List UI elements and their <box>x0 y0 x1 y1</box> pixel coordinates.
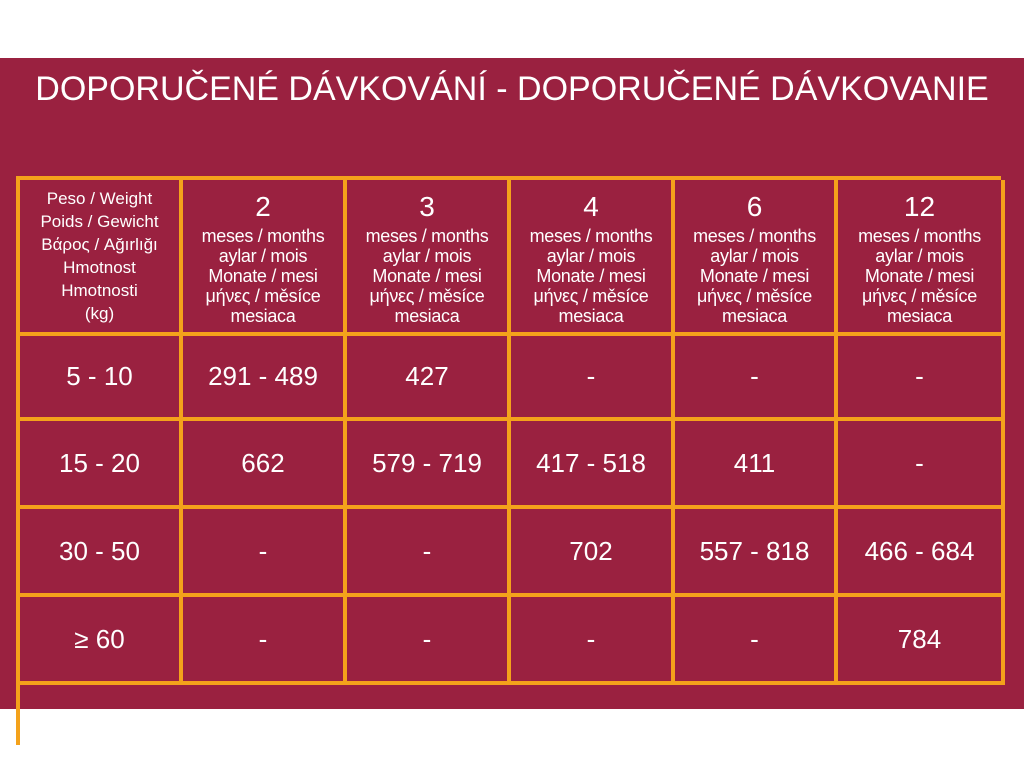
weight-header-line: Hmotnost <box>63 258 136 277</box>
dose-cell: - <box>183 509 347 597</box>
age-value: 3 <box>419 191 435 222</box>
page-title: DOPORUČENÉ DÁVKOVÁNÍ - DOPORUČENÉ DÁVKOVANIE <box>35 70 989 108</box>
dose-cell: - <box>511 597 675 685</box>
dose-cell: - <box>838 336 1005 421</box>
age-header-cell <box>838 180 1005 336</box>
age-unit: meses / months aylar / mois Monate / mesi μήνες / měsíce mesiaca <box>858 226 981 326</box>
age-value: 12 <box>903 191 936 222</box>
dose-cell: 579 - 719 <box>347 421 511 509</box>
dose-cell: 557 - 818 <box>675 509 838 597</box>
age-unit: meses / months aylar / mois Monate / mesi μήνες / měsíce mesiaca <box>201 226 325 326</box>
dose-cell: - <box>838 421 1005 509</box>
age-header-cell <box>511 180 675 336</box>
dose-cell: 784 <box>838 597 1005 685</box>
dose-cell: - <box>347 597 511 685</box>
weight-cell: 30 - 50 <box>20 509 183 597</box>
age-unit: meses / months aylar / mois Monate / mesi μήνες / měsíce mesiaca <box>365 226 489 326</box>
dose-cell: - <box>183 597 347 685</box>
weight-header-line: Hmotnosti <box>61 281 138 300</box>
age-value: 2 <box>255 191 271 222</box>
weight-header-line: (kg) <box>84 304 115 323</box>
dosage-panel <box>0 58 1024 709</box>
weight-header-line: Βάρος / Ağırlığı <box>41 235 158 254</box>
age-unit: meses / months aylar / mois Monate / mesi μήνες / měsíce mesiaca <box>693 226 816 326</box>
dose-cell: 417 - 518 <box>511 421 675 509</box>
dose-cell: - <box>675 597 838 685</box>
dose-cell: - <box>511 336 675 421</box>
weight-cell: 5 - 10 <box>20 336 183 421</box>
age-unit: meses / months aylar / mois Monate / mesi μήνες / měsíce mesiaca <box>529 226 653 326</box>
dose-cell: 466 - 684 <box>838 509 1005 597</box>
age-header-cell <box>675 180 838 336</box>
weight-header-cell <box>20 180 183 336</box>
dose-cell: 411 <box>675 421 838 509</box>
dose-cell: 662 <box>183 421 347 509</box>
dose-cell: - <box>347 509 511 597</box>
dosage-table <box>16 176 1001 745</box>
age-value: 4 <box>583 191 599 222</box>
weight-cell: ≥ 60 <box>20 597 183 685</box>
dose-cell: 702 <box>511 509 675 597</box>
age-value: 6 <box>746 191 763 222</box>
dose-cell: 291 - 489 <box>183 336 347 421</box>
weight-header-line: Peso / Weight <box>46 189 153 208</box>
age-header-cell <box>183 180 347 336</box>
dose-cell: 427 <box>347 336 511 421</box>
weight-header-line: Poids / Gewicht <box>40 212 159 231</box>
age-header-cell <box>347 180 511 336</box>
weight-cell: 15 - 20 <box>20 421 183 509</box>
dose-cell: - <box>675 336 838 421</box>
